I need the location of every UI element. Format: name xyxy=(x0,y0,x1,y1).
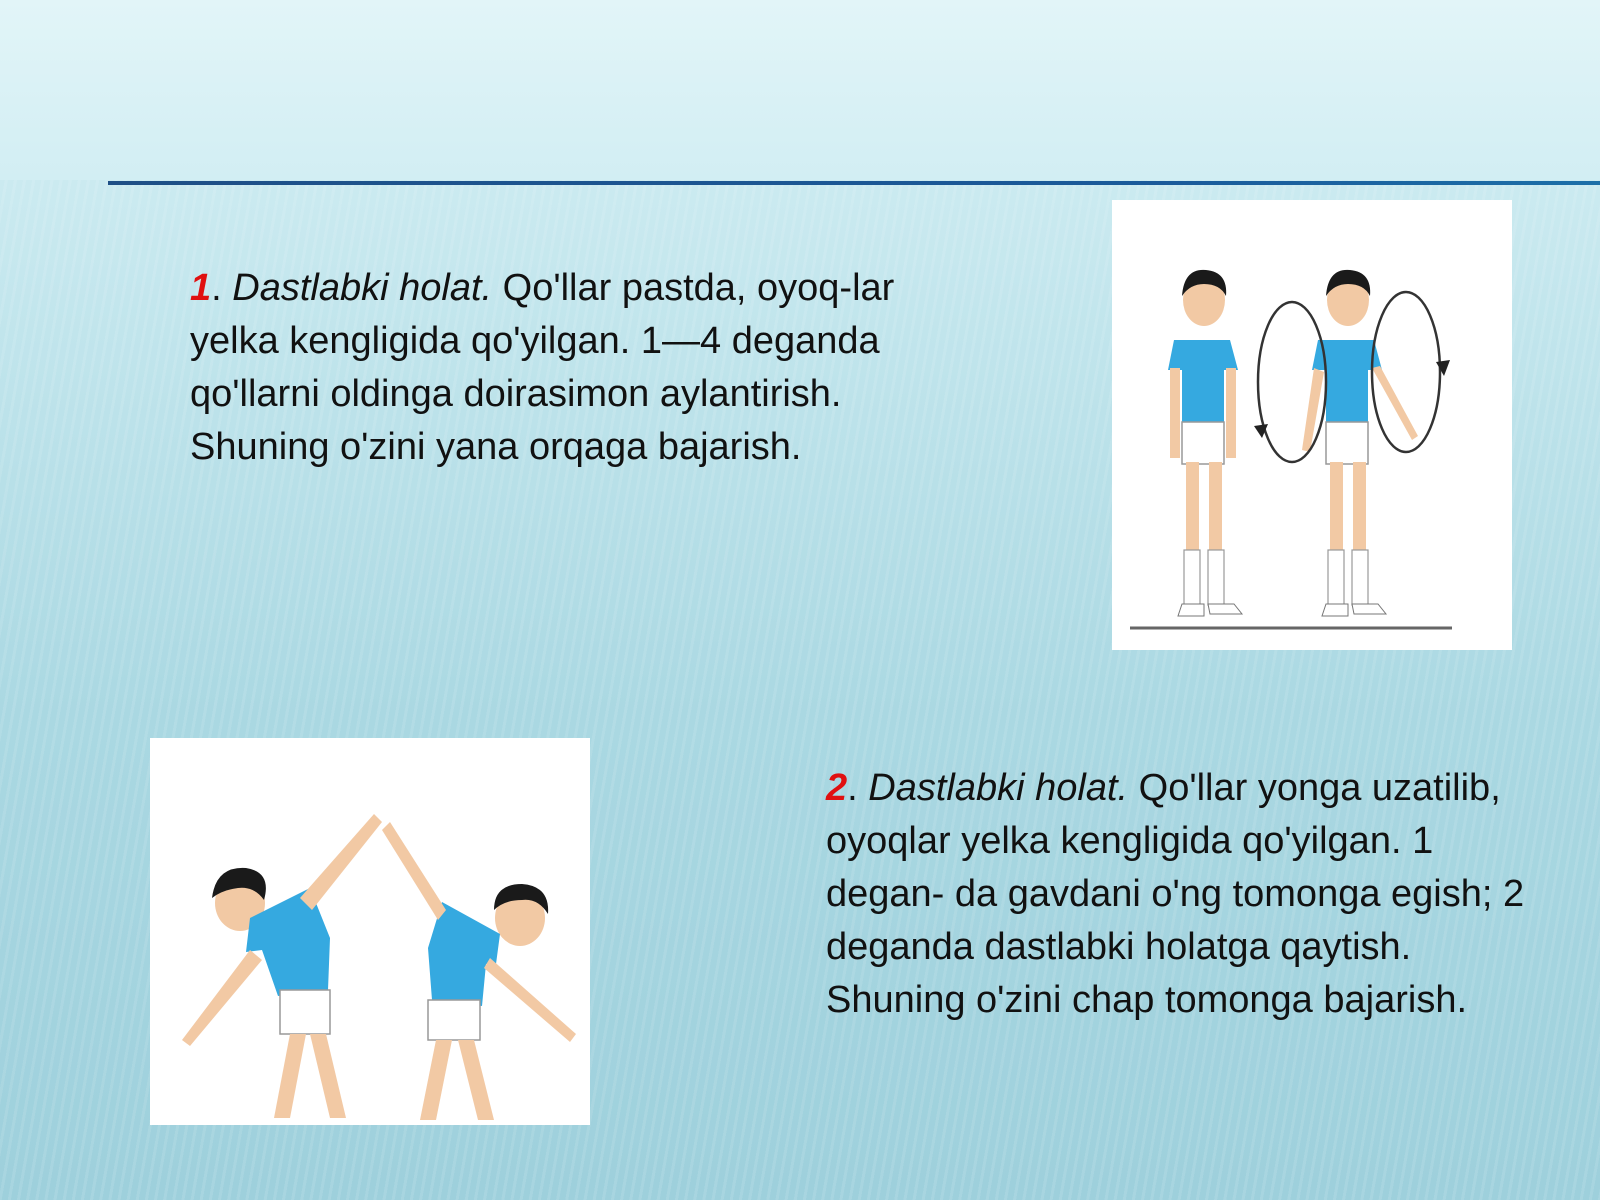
boy-left-bending-figure xyxy=(182,814,382,1118)
title-band xyxy=(0,0,1600,180)
exercise-2-illustration xyxy=(150,738,590,1125)
exercise-2-separator: . xyxy=(847,767,869,809)
exercise-1-lead: Dastlabki holat. xyxy=(232,267,493,309)
exercise-1-illustration xyxy=(1112,200,1512,650)
exercise-1-text xyxy=(190,262,990,474)
boy-right-bending-figure xyxy=(382,822,576,1120)
exercise-2-body: Qo'llar yonga uzatilib, oyoqlar yelka kengligida qo'yilgan. 1 degan- da gavdani o'ng tomonga egish; 2 deganda dastlabki holatga qaytish. Shuning o'zini chap tomonga bajarish. xyxy=(826,767,1525,1021)
exercise-1-separator: . xyxy=(211,267,233,309)
header-divider xyxy=(108,181,1600,185)
exercise-1-body: Qo'llar pastda, oyoq-lar yelka kengligida qo'yilgan. 1—4 deganda qo'llarni oldinga doirasimon aylantirish. Shuning o'zini yana orqaga bajarish. xyxy=(190,267,895,468)
exercise-2-text xyxy=(826,762,1546,1027)
exercise-2-lead: Dastlabki holat. xyxy=(868,767,1129,809)
boy-arm-circles-figure xyxy=(1254,270,1450,616)
exercise-1-number: 1 xyxy=(190,267,212,309)
exercise-2-number: 2 xyxy=(826,767,848,809)
boy-standing-figure xyxy=(1168,270,1242,616)
side-bend-figure xyxy=(150,738,590,1125)
arm-circles-figure xyxy=(1112,200,1512,650)
